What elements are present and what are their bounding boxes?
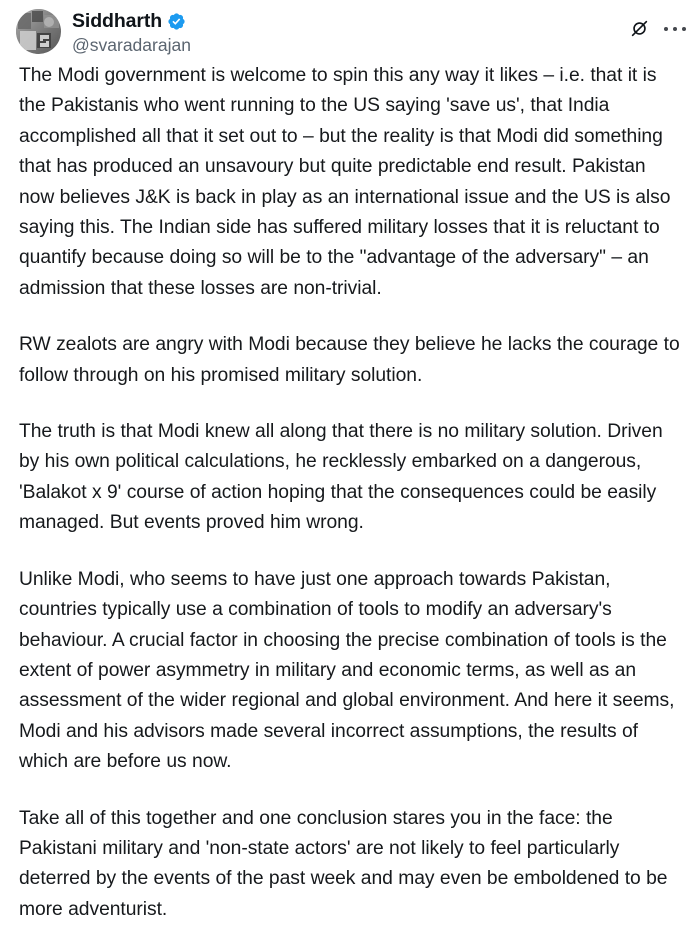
- post-paragraph: The Modi government is welcome to spin this any way it likes – i.e. that it is the Pakistanis who went running to the US saying 'save us', that India accomplished all that it set out to – but the reality is that Modi did something that has produced an unsavoury but quite predictable end result. Pakistan now believes J&K is back in play as an international issue and the US is also saying this. The Indian side has suffered military losses that it is reluctant to quantify because doing so will be to the "advantage of the adversary" – an admission that these losses are non-trivial.: [19, 65, 671, 299]
- author-name-row: [72, 10, 191, 32]
- author-identity: [72, 9, 191, 56]
- post-paragraph: Unlike Modi, who seems to have just one approach towards Pakistan, countries typically use a combination of tools to modify an adversary's behaviour. A crucial factor in choosing the precise combination of tools is the extent of power asymmetry in military and economic terms, as well as an assessment of the wider regional and global environment. And here it seems, Modi and his advisors made several incorrect assumptions, the results of which are before us now.: [19, 568, 675, 773]
- post-header: [0, 0, 700, 56]
- post-paragraph: Take all of this together and one conclusion stares you in the face: the Pakistani military and 'non-state actors' are not likely to feel particularly deterred by the events of the past week and may even be emboldened to be more adventurist.: [19, 807, 668, 920]
- grok-icon: [629, 18, 650, 39]
- post-paragraph: The truth is that Modi knew all along that there is no military solution. Driven by his own political calculations, he recklessly embarked on a dangerous, 'Balakot x 9' course of action hoping that the consequences could be easily managed. But events proved him wrong.: [19, 421, 663, 534]
- post-text-body: [0, 56, 700, 925]
- more-options-button[interactable]: [664, 20, 686, 38]
- author-display-name[interactable]: Siddharth: [72, 10, 163, 32]
- post-header-actions: [629, 9, 686, 39]
- more-options-icon: [664, 20, 686, 38]
- grok-button[interactable]: [629, 18, 650, 39]
- avatar[interactable]: [16, 9, 61, 54]
- post-paragraph: RW zealots are angry with Modi because they believe he lacks the courage to follow through on his promised military solution.: [19, 334, 680, 386]
- author-handle[interactable]: @svaradarajan: [72, 35, 191, 55]
- verified-badge-icon: [167, 12, 186, 31]
